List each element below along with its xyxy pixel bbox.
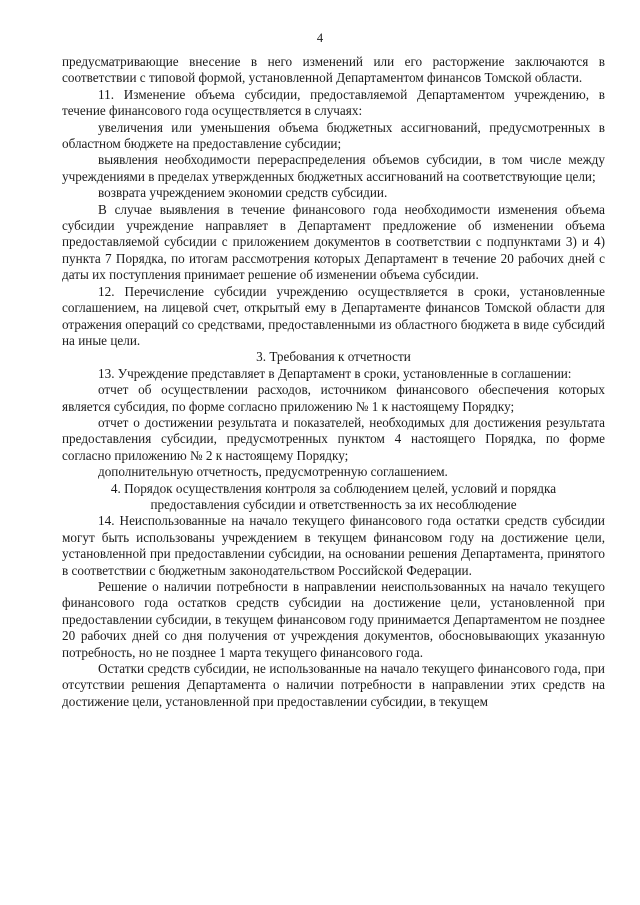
section-heading-control-line2: предоставления субсидии и ответственность за их несоблюдение xyxy=(150,496,517,512)
paragraph-item-14: 14. Неиспользованные на начало текущего финансового года остатки средств субсидии могут быть использованы учреждением в текущем финансовом году на достижение цели, установленной при предоставлении субсидии, на основании решения Департамента, принятого в соответствии с бюджетным законодательством Российской Федерации. xyxy=(62,513,605,578)
page-number: 4 xyxy=(316,31,324,45)
section-heading-reporting: 3. Требования к отчетности xyxy=(256,349,411,365)
paragraph-report-additional: дополнительную отчетность, предусмотренную соглашением. xyxy=(98,464,448,480)
document-body xyxy=(62,54,605,710)
paragraph-report-expenses: отчет об осуществлении расходов, источником финансового обеспечения которых является субсидия, по форме согласно приложению № 1 к настоящему Порядку; xyxy=(62,382,605,414)
paragraph-case-budget: увеличения или уменьшения объема бюджетных ассигнований, предусмотренных в областном бюджете на предоставление субсидии; xyxy=(62,119,605,152)
paragraph-case-return: возврата учреждением экономии средств субсидии. xyxy=(98,185,388,201)
paragraph-item-13: 13. Учреждение представляет в Департамент в сроки, установленные в соглашении: xyxy=(98,365,572,381)
paragraph-decision: Решение о наличии потребности в направлении неиспользованных на начало текущего финансового года остатков средств субсидии на достижение цели, установленной при предоставлении субсидии, в текущем финансовом году принимается Департаментом не позднее 20 рабочих дней со дня получения от учреждения документов, обосновывающих указанную потребность, но не позднее 1 марта текущего финансового года. xyxy=(62,579,605,660)
paragraph-remaining-funds: Остатки средств субсидии, не использованные на начало текущего финансового года, при отсутствии решения Департамента о наличии потребности в направлении этих средств на достижение цели, установленной при предоставлении субсидии, в текущем xyxy=(62,661,605,709)
section-heading-control-line1: 4. Порядок осуществления контроля за соблюдением целей, условий и порядка xyxy=(110,480,557,496)
paragraph-change-procedure: В случае выявления в течение финансового года необходимости изменения объема субсидии учреждение направляет в Департамент предложение об изменении объема предоставляемой субсидии с приложением документов в соответствии с подпунктами 3) и 4) пункта 7 Порядка, по итогам рассмотрения которых Департамент в течение 20 рабочих дней с даты их поступления принимает решение об изменении объема субсидии. xyxy=(62,201,605,283)
paragraph-case-redistribution: выявления необходимости перераспределения объемов субсидии, в том числе между учреждениями в пределах утвержденных бюджетных ассигнований на соответствующие цели; xyxy=(62,152,605,184)
paragraph-continuation: предусматривающие внесение в него изменений или его расторжение заключаются в соответствии с типовой формой, установленной Департаментом финансов Томской области. xyxy=(62,54,605,86)
section-heading-control xyxy=(62,481,605,514)
paragraph-report-results: отчет о достижении результата и показателей, необходимых для достижения результата предоставления субсидии, предусмотренных пунктом 4 настоящего Порядка, по форме согласно приложению № 2 к настоящему Порядку; xyxy=(62,414,605,463)
paragraph-item-12: 12. Перечисление субсидии учреждению осуществляется в сроки, установленные соглашением, на лицевой счет, открытый ему в Департаменте финансов Томской области для отражения операций со средствами, предоставленными из областного бюджета в виде субсидий на иные цели. xyxy=(62,283,605,348)
paragraph-item-11: 11. Изменение объема субсидии, предоставляемой Департаментом учреждению, в течение финансового года осуществляется в случаях: xyxy=(62,86,605,119)
